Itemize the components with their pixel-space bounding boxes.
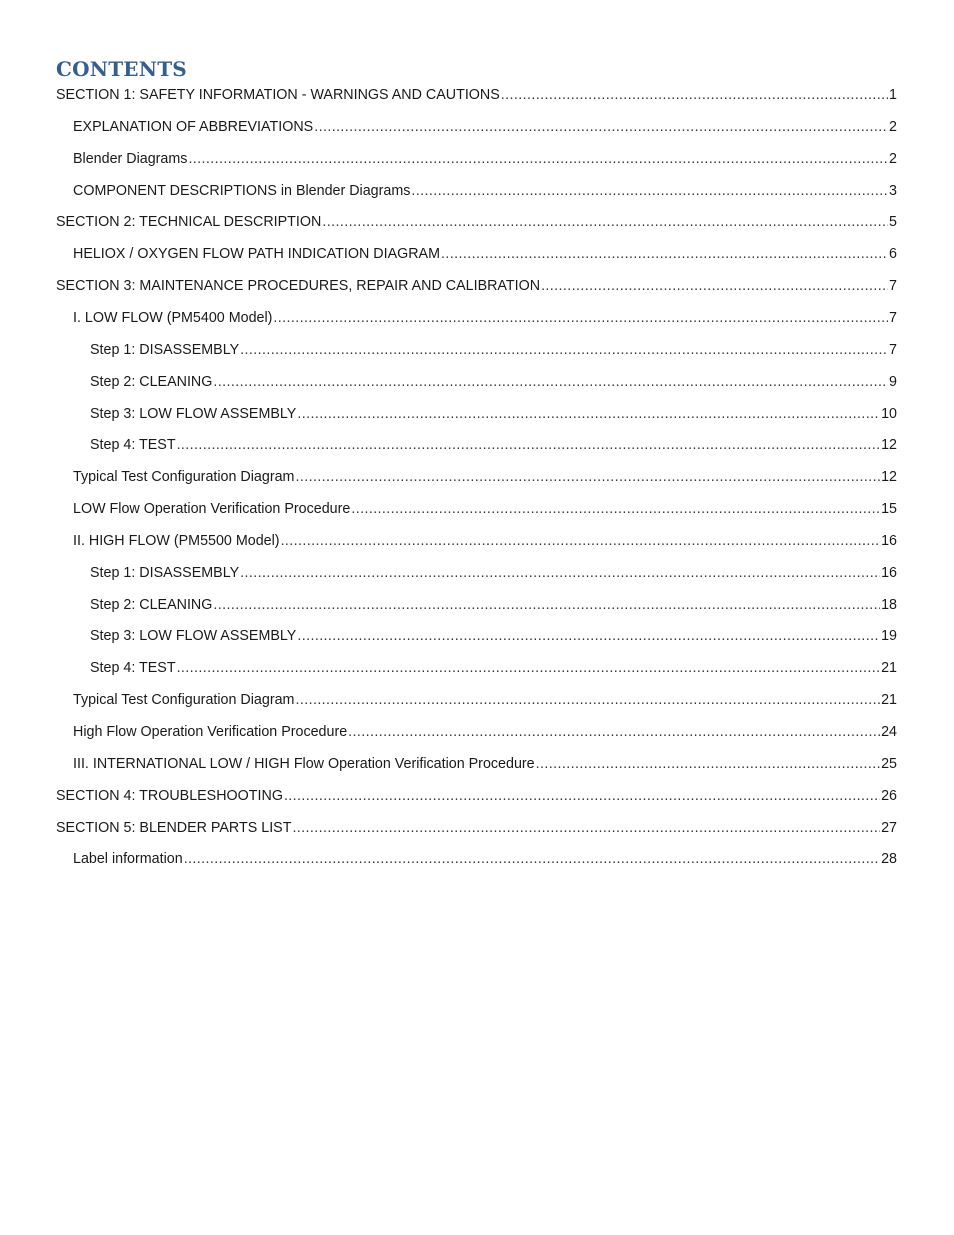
toc-entry[interactable]: [90, 434, 897, 456]
toc-dot-leader: [177, 657, 881, 679]
toc-entry[interactable]: [73, 530, 897, 552]
toc-entry-label: SECTION 5: BLENDER PARTS LIST: [56, 819, 292, 836]
toc-dot-leader: [536, 753, 880, 775]
toc-page-number: 21: [881, 692, 897, 709]
toc-dot-leader: [348, 721, 880, 743]
toc-page-number: 15: [881, 501, 897, 518]
toc-entry-label: HELIOX / OXYGEN FLOW PATH INDICATION DIAGRAM: [73, 246, 440, 263]
toc-page-number: 12: [881, 469, 897, 486]
toc-dot-leader: [188, 148, 888, 170]
toc-page-number: 16: [881, 532, 897, 549]
toc-dot-leader: [213, 594, 880, 616]
toc-page-number: 16: [881, 564, 897, 581]
toc-entry[interactable]: [90, 562, 897, 584]
toc-entry[interactable]: [56, 785, 897, 807]
toc-dot-leader: [292, 817, 880, 839]
toc-entry-label: Label information: [73, 851, 183, 868]
toc-entry[interactable]: [73, 848, 897, 870]
toc-entry-label: Step 1: DISASSEMBLY: [90, 564, 240, 581]
toc-entry[interactable]: [73, 466, 897, 488]
toc-entry-label: Step 4: TEST: [90, 437, 176, 454]
toc-dot-leader: [297, 625, 880, 647]
toc-dot-leader: [314, 116, 888, 138]
toc-page-number: 28: [881, 851, 897, 868]
toc-entry-label: I. LOW FLOW (PM5400 Model): [73, 309, 273, 326]
toc-page-number: 12: [881, 437, 897, 454]
toc-entry[interactable]: [73, 498, 897, 520]
toc-entry[interactable]: [73, 180, 897, 202]
toc-page-number: 1: [889, 87, 897, 103]
toc-entry[interactable]: [73, 721, 897, 743]
toc-entry-label: High Flow Operation Verification Procedure: [73, 724, 348, 740]
toc-entry-label: Blender Diagrams: [73, 150, 188, 167]
toc-entry-label: LOW Flow Operation Verification Procedure: [73, 501, 351, 518]
toc-page-number: 26: [881, 787, 897, 804]
toc-entry[interactable]: [56, 275, 897, 297]
toc-page-number: 5: [889, 214, 897, 231]
toc-entry-label: Typical Test Configuration Diagram: [73, 469, 295, 486]
toc-entry[interactable]: [73, 243, 897, 265]
toc-page-number: 2: [889, 150, 897, 167]
toc-dot-leader: [281, 530, 881, 552]
toc-dot-leader: [441, 243, 888, 265]
toc-entry-label: COMPONENT DESCRIPTIONS in Blender Diagrams: [73, 182, 411, 199]
toc-entry-label: EXPLANATION OF ABBREVIATIONS: [73, 118, 314, 135]
toc-page-number: 7: [889, 278, 897, 295]
toc-title: CONTENTS: [56, 57, 187, 81]
toc-entry-label: SECTION 3: MAINTENANCE PROCEDURES, REPAIR AND CALIBRATION: [56, 278, 541, 295]
toc-dot-leader: [295, 466, 880, 488]
toc-dot-leader: [213, 371, 888, 393]
toc-dot-leader: [240, 339, 888, 361]
toc-entry[interactable]: [56, 817, 897, 839]
toc-entry-label: Step 1: DISASSEMBLY: [90, 341, 240, 358]
toc-dot-leader: [501, 84, 888, 106]
toc-entry-label: Step 3: LOW FLOW ASSEMBLY: [90, 405, 297, 422]
toc-dot-leader: [541, 275, 888, 297]
toc-entry-label: Step 2: CLEANING: [90, 596, 213, 613]
toc-entry[interactable]: [90, 594, 897, 616]
toc-entry-label: SECTION 4: TROUBLESHOOTING: [56, 787, 283, 804]
toc-page-number: 10: [881, 405, 897, 422]
toc-dot-leader: [297, 403, 880, 425]
toc-page-number: 25: [881, 755, 897, 772]
toc-entry[interactable]: [56, 211, 897, 233]
toc-entry-label: SECTION 1: SAFETY INFORMATION - WARNINGS AND CAUTIONS: [56, 87, 500, 103]
toc-entry[interactable]: [90, 657, 897, 679]
toc-page-number: 24: [881, 724, 897, 740]
toc-entry-label: Step 4: TEST: [90, 660, 176, 677]
toc-entry[interactable]: [90, 339, 897, 361]
toc-page-number: 18: [881, 596, 897, 613]
toc-entry[interactable]: [90, 371, 897, 393]
toc-dot-leader: [351, 498, 880, 520]
toc-page-number: 21: [881, 660, 897, 677]
toc-page-number: 9: [889, 373, 897, 390]
toc-page-number: 6: [889, 246, 897, 263]
toc-entry-label: II. HIGH FLOW (PM5500 Model): [73, 532, 280, 549]
toc-entry-label: Step 2: CLEANING: [90, 373, 213, 390]
toc-entry[interactable]: [73, 116, 897, 138]
toc-entry[interactable]: [73, 753, 897, 775]
toc-dot-leader: [284, 785, 880, 807]
toc-entry-label: SECTION 2: TECHNICAL DESCRIPTION: [56, 214, 322, 231]
toc-dot-leader: [184, 848, 880, 870]
toc-dot-leader: [177, 434, 881, 456]
toc-entry-label: III. INTERNATIONAL LOW / HIGH Flow Operation Verification Procedure: [73, 755, 535, 772]
toc-page-number: 27: [881, 819, 897, 836]
toc-page-number: 2: [889, 118, 897, 135]
toc-entry[interactable]: [73, 307, 897, 329]
toc-entry[interactable]: [90, 625, 897, 647]
toc-entry-label: Typical Test Configuration Diagram: [73, 692, 295, 709]
toc-dot-leader: [411, 180, 888, 202]
toc-page-number: 7: [889, 341, 897, 358]
toc-dot-leader: [295, 689, 880, 711]
toc-dot-leader: [322, 211, 888, 233]
toc-dot-leader: [240, 562, 880, 584]
toc-dot-leader: [273, 307, 888, 329]
toc-page-number: 19: [881, 628, 897, 645]
toc-entry-label: Step 3: LOW FLOW ASSEMBLY: [90, 628, 297, 645]
toc-entry[interactable]: [73, 148, 897, 170]
toc-entry[interactable]: [56, 84, 897, 106]
toc-page-number: 3: [889, 182, 897, 199]
toc-entry[interactable]: [90, 403, 897, 425]
toc-entry[interactable]: [73, 689, 897, 711]
toc-page-number: 7: [889, 309, 897, 326]
